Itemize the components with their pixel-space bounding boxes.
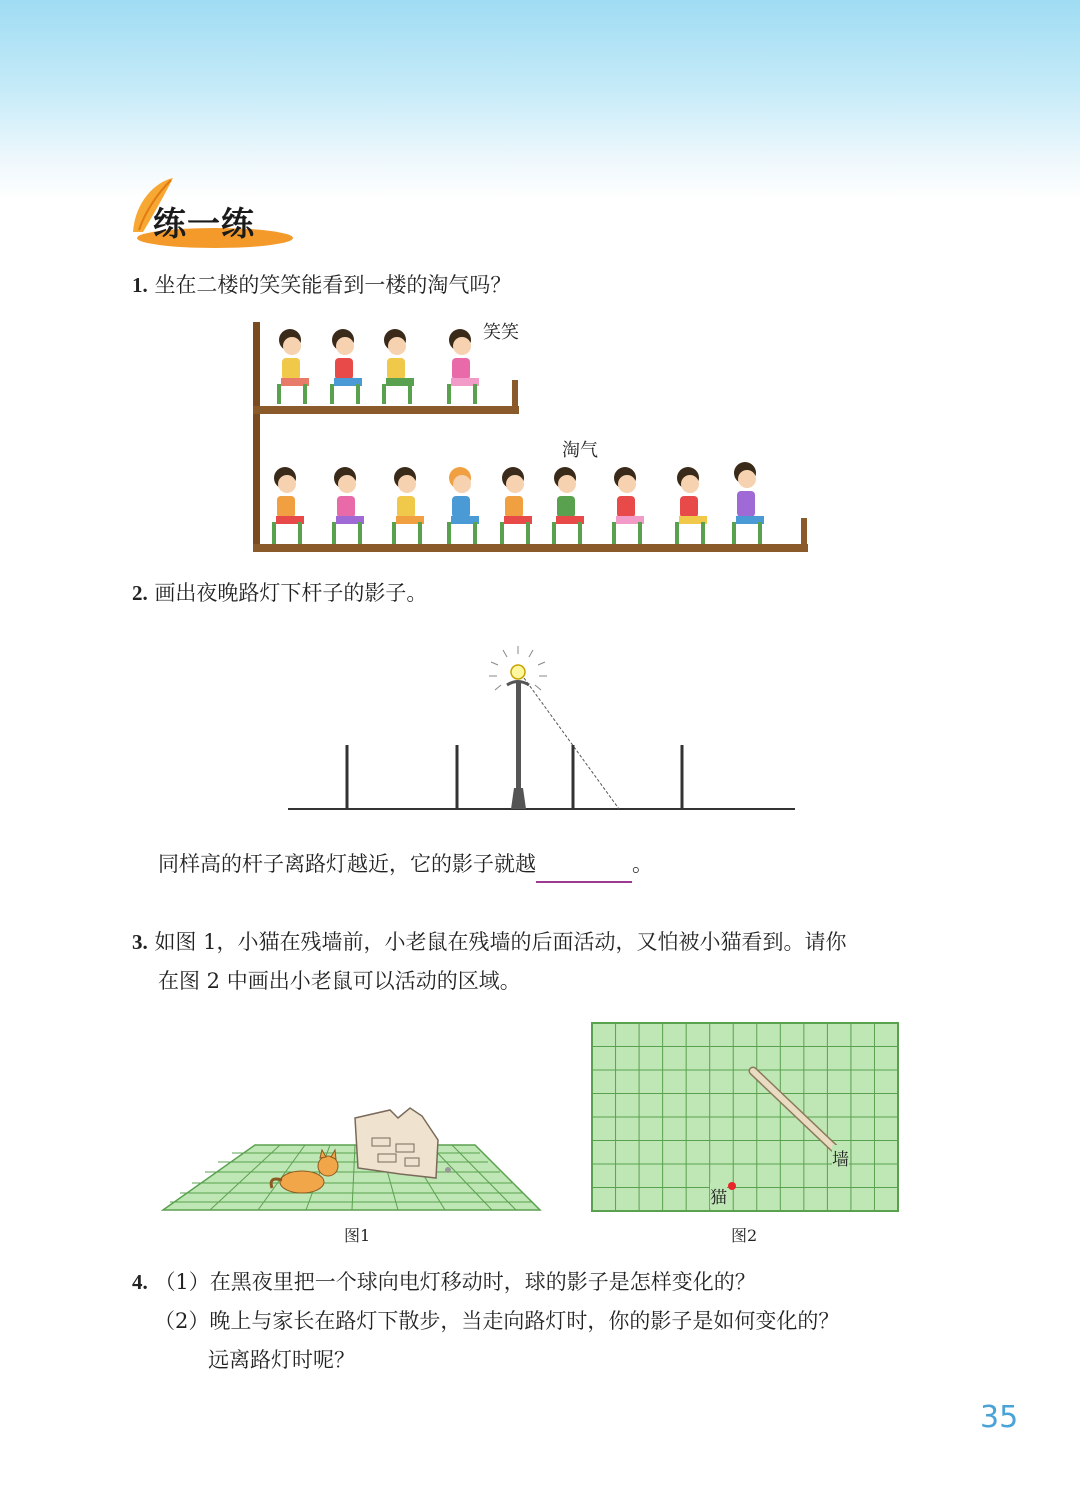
classroom-illustration <box>245 318 815 558</box>
light-bulb-icon <box>511 665 525 679</box>
child-figure <box>332 467 364 544</box>
child-figure <box>330 329 362 404</box>
child-figure <box>382 329 414 404</box>
question-4-number: 4. <box>132 1270 148 1294</box>
cat-label: 猫 <box>710 1183 727 1208</box>
question-2 <box>132 574 427 612</box>
taoqi-figure <box>552 467 584 544</box>
answer-blank[interactable] <box>536 859 632 883</box>
page-number: 35 <box>980 1400 1019 1435</box>
fill-suffix: 。 <box>632 852 653 876</box>
section-title: 练一练 <box>153 204 255 243</box>
child-figure <box>447 467 479 544</box>
child-figure <box>500 467 532 544</box>
figure-2-caption: 图2 <box>731 1226 758 1245</box>
question-3 <box>132 923 846 961</box>
question-2-fill-sentence <box>158 845 653 883</box>
question-4-sub2: （2）晚上与家长在路灯下散步，当走向路灯时，你的影子是如何变化的？ <box>154 1309 840 1333</box>
mouse-figure <box>445 1167 451 1173</box>
child-figure <box>392 467 424 544</box>
question-3-number: 3. <box>132 930 148 954</box>
child-figure <box>277 329 309 404</box>
wall-label: 墙 <box>832 1145 849 1170</box>
child-figure <box>272 467 304 544</box>
child-figure <box>732 462 764 544</box>
question-3-line2: 在图 2 中画出小老鼠可以活动的区域。 <box>158 969 521 993</box>
cat-position-dot <box>728 1182 736 1190</box>
question-1 <box>132 266 511 304</box>
figure-1-illustration <box>160 1100 545 1215</box>
fill-prefix: 同样高的杆子离路灯越近，它的影子就越 <box>158 852 536 876</box>
question-1-number: 1. <box>132 273 148 297</box>
child-figure <box>675 467 707 544</box>
question-3-line1: 如图 1，小猫在残墙前，小老鼠在残墙的后面活动，又怕被小猫看到。请你 <box>154 930 847 954</box>
figure-1-caption: 图1 <box>344 1226 371 1245</box>
label-taoqi: 淘气 <box>562 440 598 461</box>
child-figure <box>612 467 644 544</box>
header-gradient-band <box>0 0 1080 200</box>
broken-wall <box>355 1108 438 1178</box>
question-2-text: 画出夜晚路灯下杆子的影子。 <box>154 581 428 605</box>
xiaoxiao-figure <box>447 329 479 404</box>
question-1-text: 坐在二楼的笑笑能看到一楼的淘气吗？ <box>154 273 512 297</box>
question-2-number: 2. <box>132 581 148 605</box>
label-xiaoxiao: 笑笑 <box>483 322 519 343</box>
question-4-sub1: （1）在黑夜里把一个球向电灯移动时，球的影子是怎样变化的？ <box>154 1270 756 1294</box>
question-4-sub2b: 远离路灯时呢？ <box>208 1348 355 1372</box>
figure-2-grid <box>590 1021 900 1215</box>
question-4 <box>132 1263 756 1301</box>
street-lamp-diagram <box>285 640 800 820</box>
lamp-post <box>516 682 521 794</box>
